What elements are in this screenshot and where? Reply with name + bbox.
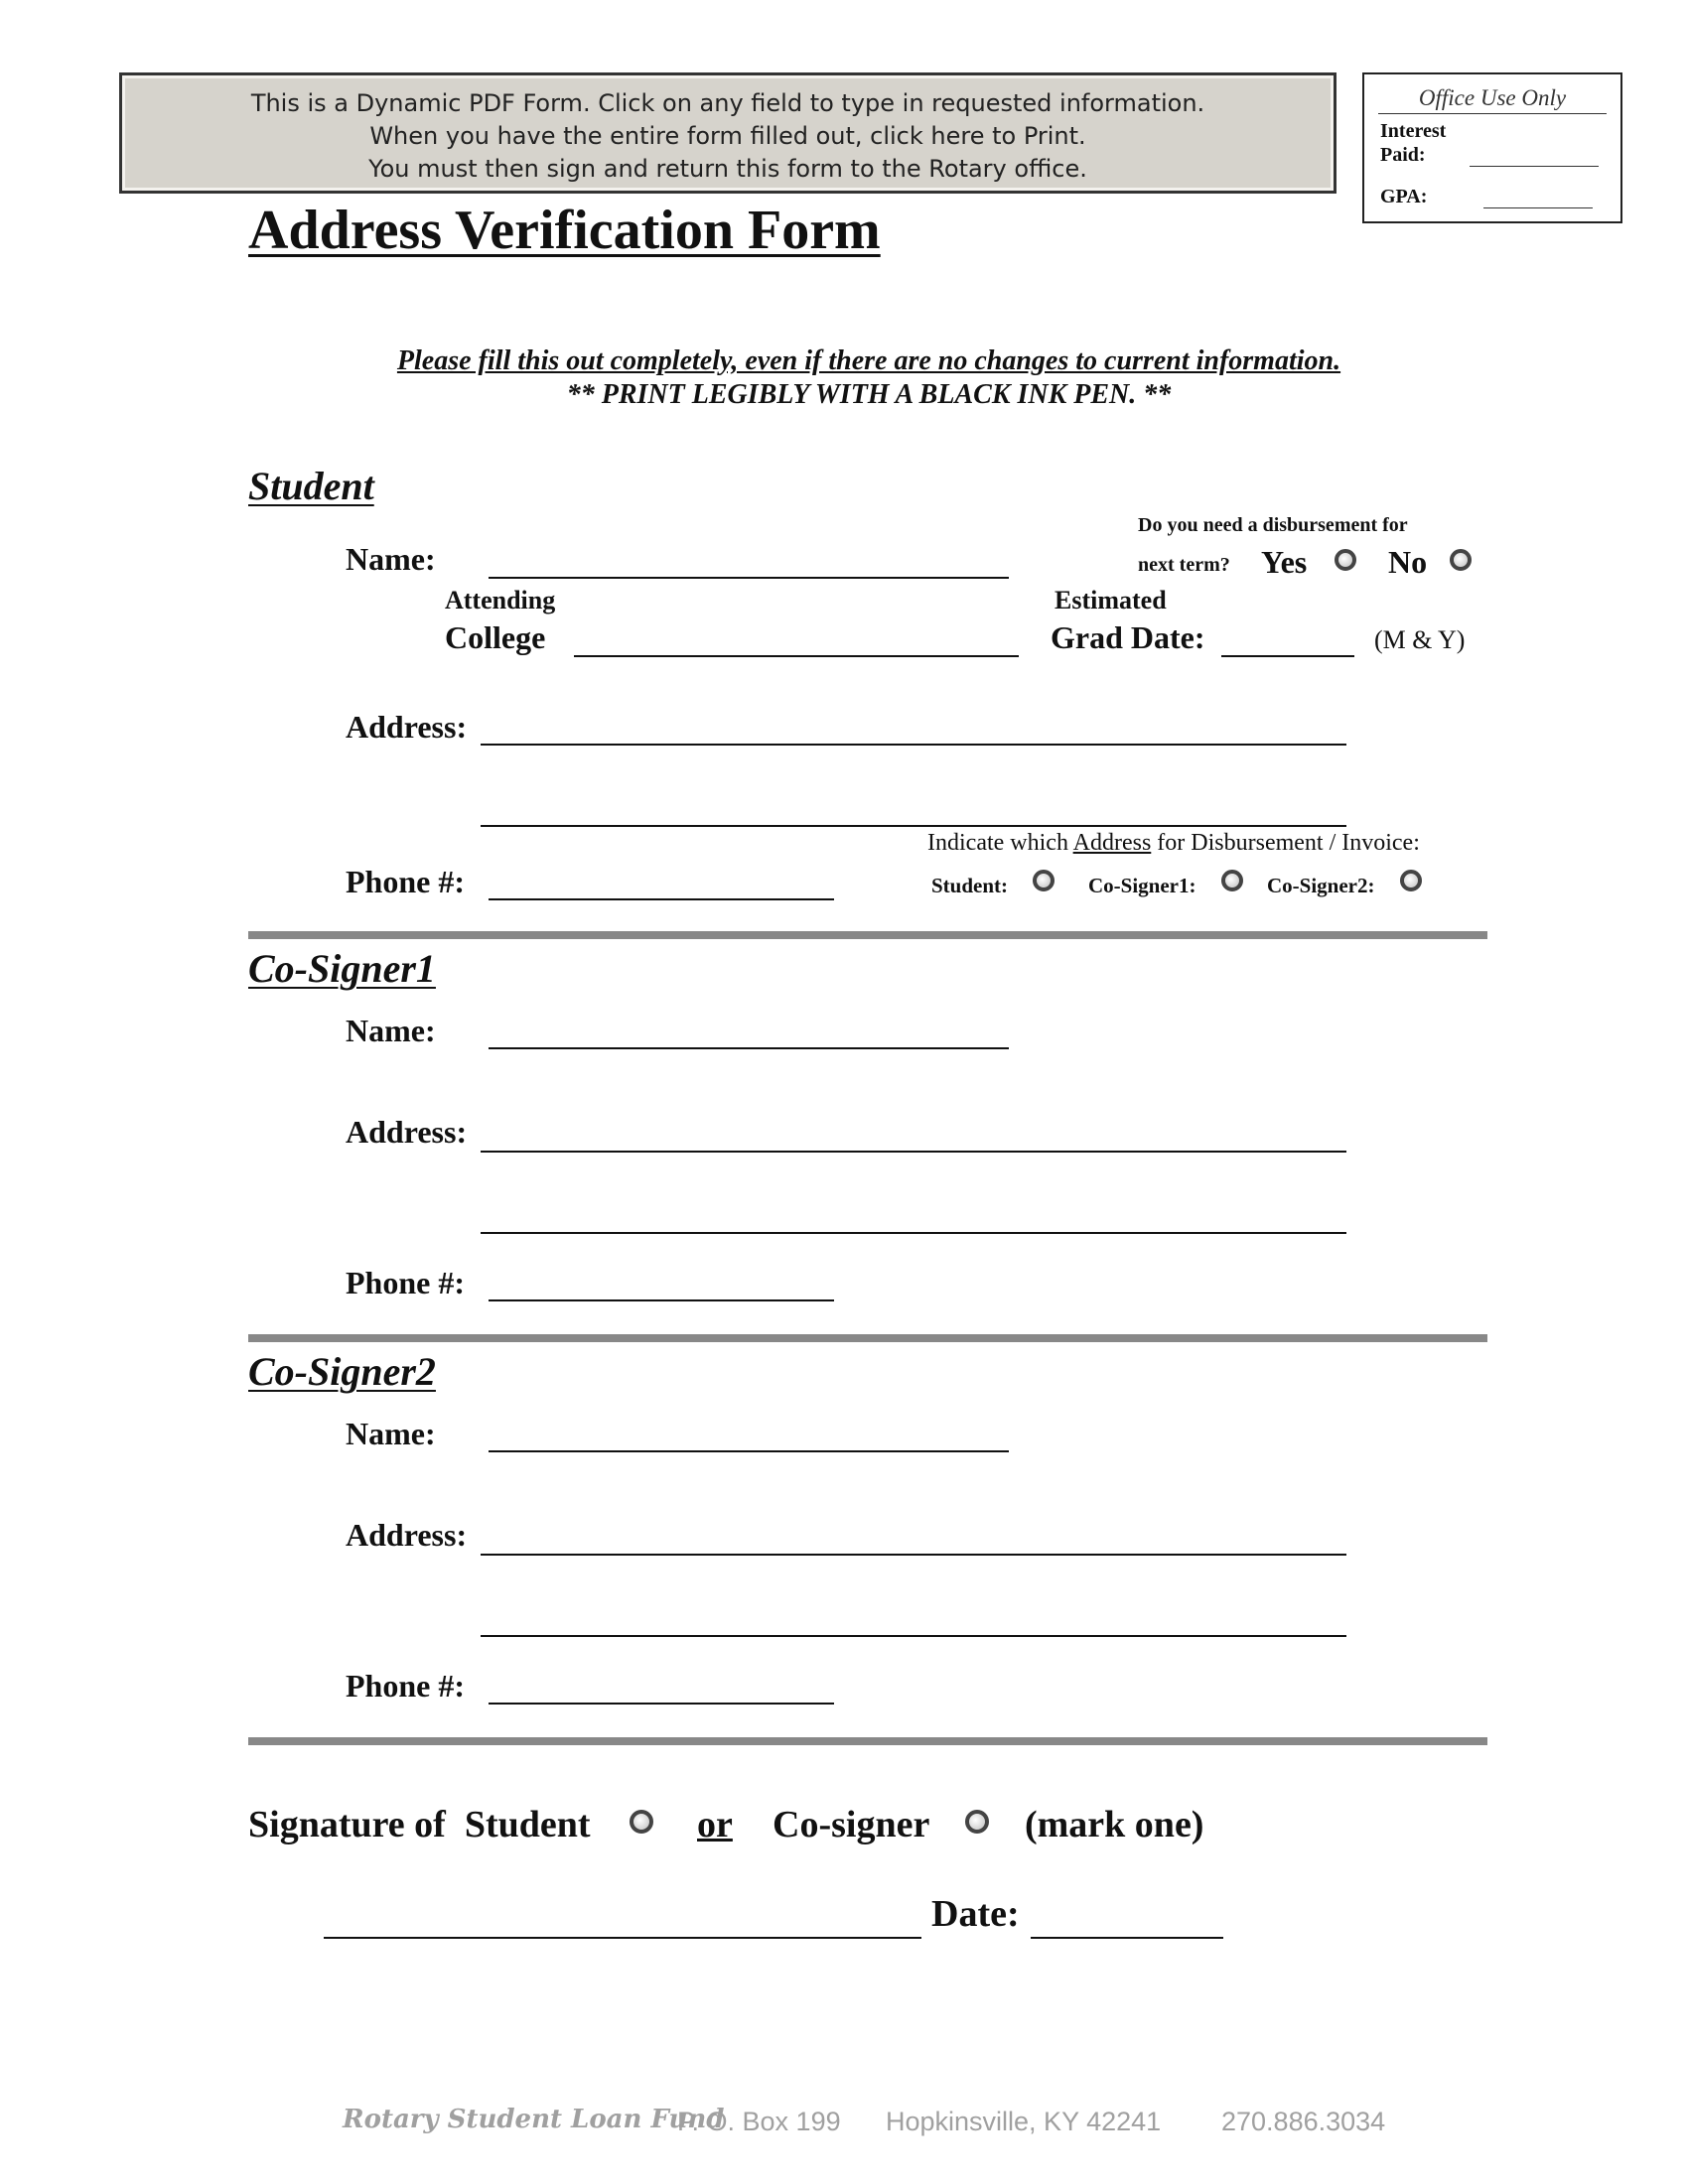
- gpa-label: GPA:: [1380, 186, 1428, 207]
- footer-phone: 270.886.3034: [1221, 2107, 1386, 2136]
- signature-or: or: [697, 1804, 733, 1845]
- instruction-complete: Please fill this out completely, even if there are no changes to current information.: [396, 345, 1341, 376]
- cosigner1-address-line-1[interactable]: [481, 1150, 1346, 1153]
- student-phone-label: Phone #:: [346, 864, 465, 899]
- yes-label: Yes: [1261, 544, 1308, 580]
- disbursement-no-radio[interactable]: [1450, 549, 1472, 571]
- office-use-title: Office Use Only: [1378, 85, 1607, 114]
- banner-line-3: You must then sign and return this form to the Rotary office.: [368, 155, 1087, 183]
- invoice-cosigner2-radio[interactable]: [1400, 870, 1422, 891]
- attending-label: Attending: [445, 586, 556, 614]
- cosigner2-phone-label: Phone #:: [346, 1668, 465, 1704]
- section-divider-2: [248, 1334, 1487, 1342]
- student-phone-field[interactable]: [489, 897, 834, 900]
- banner-line-1: This is a Dynamic PDF Form. Click on any field to type in requested information.: [250, 89, 1205, 117]
- office-use-box: [1362, 72, 1622, 223]
- grad-date-field[interactable]: [1221, 654, 1354, 657]
- cosigner1-phone-field[interactable]: [489, 1298, 834, 1301]
- student-address-line-1[interactable]: [481, 743, 1346, 746]
- invoice-student-label: Student:: [931, 874, 1009, 897]
- disbursement-question-1: Do you need a disbursement for: [1138, 514, 1408, 536]
- grad-date-label: Grad Date:: [1051, 619, 1205, 655]
- grad-date-format: (M & Y): [1374, 625, 1466, 654]
- cosigner2-heading: Co-Signer2: [248, 1349, 436, 1394]
- signature-mark-one: (mark one): [1025, 1804, 1204, 1845]
- indicate-address-text: Indicate which Address for Disbursement / Invoice:: [927, 830, 1420, 856]
- cosigner2-address-line-2[interactable]: [481, 1634, 1346, 1637]
- paid-label: Paid:: [1380, 144, 1426, 166]
- signature-student-radio[interactable]: [630, 1810, 653, 1834]
- footer-po-box: P. O. Box 199: [677, 2107, 841, 2136]
- disbursement-yes-radio[interactable]: [1335, 549, 1356, 571]
- page-title: Address Verification Form: [248, 200, 881, 261]
- student-name-field[interactable]: [489, 576, 1009, 579]
- print-banner[interactable]: [119, 72, 1336, 194]
- estimated-label: Estimated: [1055, 586, 1167, 614]
- cosigner2-address-label: Address:: [346, 1517, 468, 1553]
- college-field[interactable]: [574, 654, 1019, 657]
- cosigner1-phone-label: Phone #:: [346, 1265, 465, 1300]
- student-heading: Student: [248, 464, 374, 508]
- banner-line-2: When you have the entire form filled out, click here to Print.: [369, 122, 1086, 150]
- footer-org: Rotary Student Loan Fund: [343, 2105, 725, 2134]
- invoice-cosigner1-radio[interactable]: [1221, 870, 1243, 891]
- no-label: No: [1388, 544, 1428, 580]
- invoice-cosigner1-label: Co-Signer1:: [1088, 874, 1196, 897]
- cosigner1-name-label: Name:: [346, 1013, 436, 1048]
- section-divider-3: [248, 1737, 1487, 1745]
- invoice-student-radio[interactable]: [1033, 870, 1055, 891]
- cosigner1-address-line-2[interactable]: [481, 1231, 1346, 1234]
- cosigner2-name-field[interactable]: [489, 1449, 1009, 1452]
- cosigner1-heading: Co-Signer1: [248, 946, 436, 991]
- student-name-label: Name:: [346, 541, 436, 577]
- interest-label: Interest: [1380, 120, 1447, 142]
- interest-paid-field[interactable]: [1470, 166, 1599, 167]
- signature-line[interactable]: [324, 1936, 921, 1939]
- date-label: Date:: [931, 1893, 1020, 1935]
- gpa-field[interactable]: [1483, 207, 1593, 208]
- cosigner1-name-field[interactable]: [489, 1046, 1009, 1049]
- signature-prefix: Signature of Student: [248, 1804, 591, 1845]
- cosigner2-name-label: Name:: [346, 1416, 436, 1451]
- footer-city: Hopkinsville, KY 42241: [886, 2107, 1162, 2136]
- invoice-cosigner2-label: Co-Signer2:: [1267, 874, 1375, 897]
- disbursement-question-2: next term?: [1138, 554, 1230, 576]
- signature-cosigner-radio[interactable]: [965, 1810, 989, 1834]
- cosigner2-phone-field[interactable]: [489, 1702, 834, 1705]
- cosigner2-address-line-1[interactable]: [481, 1553, 1346, 1556]
- signature-date-field[interactable]: [1031, 1936, 1223, 1939]
- signature-cosigner-label: Co-signer: [773, 1804, 930, 1845]
- instruction-print: ** PRINT LEGIBLY WITH A BLACK INK PEN. **: [566, 379, 1172, 410]
- cosigner1-address-label: Address:: [346, 1114, 468, 1150]
- student-address-line-2[interactable]: [481, 824, 1346, 827]
- student-address-label: Address:: [346, 709, 468, 745]
- college-label: College: [445, 619, 546, 655]
- section-divider-1: [248, 931, 1487, 939]
